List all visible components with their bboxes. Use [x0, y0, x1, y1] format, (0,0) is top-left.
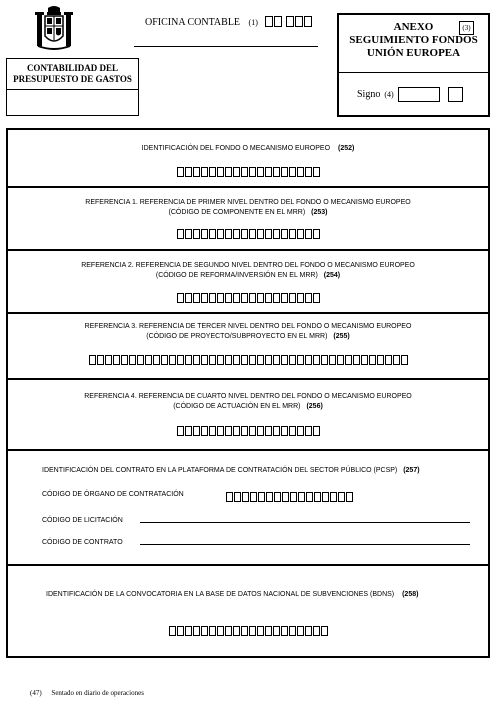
licitacion-label: CÓDIGO DE LICITACIÓN [42, 517, 123, 524]
code-char-box[interactable] [185, 167, 192, 177]
code-char-box[interactable] [217, 626, 224, 636]
code-char-box[interactable] [313, 355, 320, 365]
section-ref1 [8, 188, 488, 251]
code-char-box[interactable] [209, 229, 216, 239]
code-char-box[interactable] [337, 355, 344, 365]
signo-checkbox[interactable] [448, 87, 463, 102]
code-char-box[interactable] [209, 426, 216, 436]
code-char-box[interactable] [241, 167, 248, 177]
code-char-box[interactable] [233, 293, 240, 303]
code-char-box[interactable] [282, 492, 289, 502]
code-char-box[interactable] [145, 355, 152, 365]
code-char-box[interactable] [234, 492, 241, 502]
signo-row [357, 87, 463, 102]
code-char-box[interactable] [298, 492, 305, 502]
section-ref2-boxes[interactable] [8, 290, 488, 308]
code-char-box[interactable] [281, 426, 288, 436]
signo-field[interactable] [398, 87, 440, 102]
code-char-box[interactable] [273, 355, 280, 365]
code-char-box[interactable] [177, 426, 184, 436]
code-char-box[interactable] [297, 355, 304, 365]
code-char-box[interactable] [313, 229, 320, 239]
code-char-box[interactable] [177, 229, 184, 239]
code-char-box[interactable] [313, 167, 320, 177]
contabilidad-title: CONTABILIDAD DEL PRESUPUESTO DE GASTOS [13, 63, 132, 84]
anexo-box [337, 13, 490, 117]
code-char-box[interactable] [250, 492, 257, 502]
code-char-box[interactable] [289, 293, 296, 303]
code-char-box[interactable] [314, 492, 321, 502]
code-char-box[interactable] [185, 626, 192, 636]
code-char-box[interactable] [305, 293, 312, 303]
organo-boxes[interactable] [226, 489, 353, 507]
code-char-box[interactable] [257, 229, 264, 239]
contabilidad-divider [7, 89, 138, 90]
code-char-box[interactable] [217, 355, 224, 365]
code-char-box[interactable] [233, 229, 240, 239]
code-char-box[interactable] [169, 355, 176, 365]
code-char-box[interactable] [209, 293, 216, 303]
code-char-box[interactable] [249, 426, 256, 436]
section-ref1-boxes[interactable] [8, 226, 488, 244]
code-char-box[interactable] [257, 426, 264, 436]
code-char-box[interactable] [305, 426, 312, 436]
code-char-box[interactable] [201, 355, 208, 365]
oficina-contable-label: OFICINA CONTABLE (1) [145, 17, 258, 28]
code-char-box[interactable] [241, 626, 248, 636]
code-char-box[interactable] [177, 355, 184, 365]
code-char-box[interactable] [169, 626, 176, 636]
main-form [6, 128, 490, 658]
coat-of-arms-logo [34, 4, 74, 54]
convocatoria-boxes[interactable] [8, 623, 488, 641]
code-char-box[interactable] [233, 426, 240, 436]
code-char-box[interactable] [193, 167, 200, 177]
contrato-label: IDENTIFICACIÓN DEL CONTRATO EN LA PLATAFORMA DE CONTRATACIÓN DEL SECTOR PÚBLICO (PCSP) (257) [42, 467, 420, 474]
code-char-box[interactable] [242, 492, 249, 502]
code-char-box[interactable] [265, 355, 272, 365]
code-char-box[interactable] [290, 492, 297, 502]
code-char-box[interactable] [353, 355, 360, 365]
code-char-box[interactable] [217, 229, 224, 239]
code-char-box[interactable] [193, 626, 200, 636]
code-char-box[interactable] [393, 355, 400, 365]
code-char-box[interactable] [258, 492, 265, 502]
code-char-box[interactable] [305, 229, 312, 239]
code-char-box[interactable] [225, 293, 232, 303]
code-char-box[interactable] [330, 492, 337, 502]
contrato-code-label: CÓDIGO DE CONTRATO [42, 539, 123, 546]
code-char-box[interactable] [265, 167, 272, 177]
code-char-box[interactable] [289, 229, 296, 239]
oficina-underline [134, 46, 318, 47]
code-char-box[interactable] [113, 355, 120, 365]
code-char-box[interactable] [201, 167, 208, 177]
code-char-box[interactable] [289, 426, 296, 436]
code-char-box[interactable] [305, 626, 312, 636]
oficina-contable-boxes[interactable] [265, 16, 312, 27]
code-char-box[interactable] [241, 229, 248, 239]
code-char-box[interactable] [249, 626, 256, 636]
code-char-box[interactable] [209, 167, 216, 177]
code-char-box[interactable] [377, 355, 384, 365]
code-char-box[interactable] [281, 355, 288, 365]
code-char-box[interactable] [193, 293, 200, 303]
code-char-box[interactable] [241, 355, 248, 365]
code-char-box[interactable] [273, 293, 280, 303]
code-char-box[interactable] [225, 426, 232, 436]
code-char-box[interactable] [345, 355, 352, 365]
code-char-box[interactable] [185, 426, 192, 436]
code-char-box[interactable] [201, 426, 208, 436]
code-char-box[interactable] [249, 229, 256, 239]
code-char-box[interactable] [89, 355, 96, 365]
section-ref3 [8, 314, 488, 380]
code-char-box[interactable] [161, 355, 168, 365]
code-char-box[interactable] [385, 355, 392, 365]
section-ref1-label: REFERENCIA 1. REFERENCIA DE PRIMER NIVEL DENTRO DEL FONDO O MECANISMO EUROPEO (CÓDIGO DE COMPONENTE EN EL MRR) (253) [85, 199, 411, 216]
code-char-box[interactable] [313, 626, 320, 636]
anexo-title: ANEXO SEGUIMIENTO FONDOS UNIÓN EUROPEA [349, 21, 478, 59]
code-char-box[interactable] [153, 355, 160, 365]
code-char-box[interactable] [321, 626, 328, 636]
code-char-box[interactable] [201, 626, 208, 636]
code-char-box[interactable] [265, 229, 272, 239]
section-fondo [8, 130, 488, 188]
anexo-ref: (3) [459, 21, 474, 35]
code-char-box[interactable] [129, 355, 136, 365]
code-char-box[interactable] [281, 229, 288, 239]
code-char-box[interactable] [273, 229, 280, 239]
code-char-box[interactable] [274, 492, 281, 502]
code-char-box[interactable] [137, 355, 144, 365]
code-char-box[interactable] [217, 167, 224, 177]
code-char-box[interactable] [209, 355, 216, 365]
code-char-box[interactable] [105, 355, 112, 365]
code-char-box[interactable] [177, 167, 184, 177]
code-char-box[interactable] [273, 167, 280, 177]
section-fondo-boxes[interactable] [8, 164, 488, 182]
code-char-box[interactable] [273, 426, 280, 436]
code-char-box[interactable] [177, 293, 184, 303]
code-char-box[interactable] [193, 229, 200, 239]
section-convocatoria [8, 566, 488, 656]
code-char-box[interactable] [321, 355, 328, 365]
code-char-box[interactable] [289, 167, 296, 177]
code-char-box[interactable] [322, 492, 329, 502]
signo-ref: (4) [384, 90, 394, 99]
signo-label: Signo [357, 89, 381, 100]
code-char-box[interactable] [265, 426, 272, 436]
code-char-box[interactable] [313, 293, 320, 303]
code-char-box[interactable] [185, 229, 192, 239]
code-char-box[interactable] [305, 355, 312, 365]
section-ref4-boxes[interactable] [8, 423, 488, 441]
code-char-box[interactable] [297, 167, 304, 177]
code-char-box[interactable] [249, 355, 256, 365]
code-char-box[interactable] [273, 626, 280, 636]
section-contrato [8, 451, 488, 566]
code-char-box[interactable] [281, 293, 288, 303]
code-char-box[interactable] [305, 167, 312, 177]
code-char-box[interactable] [225, 355, 232, 365]
convocatoria-label: IDENTIFICACIÓN DE LA CONVOCATORIA EN LA BASE DE DATOS NACIONAL DE SUBVENCIONES (BDNS) (258) [46, 591, 419, 598]
code-char-box[interactable] [289, 355, 296, 365]
code-char-box[interactable] [257, 355, 264, 365]
code-char-box[interactable] [233, 167, 240, 177]
code-char-box[interactable] [297, 229, 304, 239]
code-char-box[interactable] [361, 355, 368, 365]
footer-note: (47) Sentado en diario de operaciones [30, 689, 144, 697]
code-char-box[interactable] [209, 626, 216, 636]
code-char-box[interactable] [297, 293, 304, 303]
code-char-box[interactable] [289, 626, 296, 636]
code-char-box[interactable] [313, 426, 320, 436]
code-char-box[interactable] [226, 492, 233, 502]
section-fondo-label: IDENTIFICACIÓN DEL FONDO O MECANISMO EUROPEO (252) [141, 145, 355, 152]
code-char-box[interactable] [297, 426, 304, 436]
section-ref3-boxes[interactable] [8, 352, 488, 370]
code-char-box[interactable] [201, 293, 208, 303]
code-char-box[interactable] [266, 492, 273, 502]
code-char-box[interactable] [225, 626, 232, 636]
code-char-box[interactable] [281, 167, 288, 177]
code-char-box[interactable] [369, 355, 376, 365]
code-char-box[interactable] [217, 426, 224, 436]
code-char-box[interactable] [177, 626, 184, 636]
section-ref4 [8, 380, 488, 451]
code-char-box[interactable] [225, 167, 232, 177]
code-char-box[interactable] [217, 293, 224, 303]
anexo-divider [339, 72, 488, 73]
code-char-box[interactable] [193, 355, 200, 365]
code-char-box[interactable] [233, 626, 240, 636]
section-ref2-label: REFERENCIA 2. REFERENCIA DE SEGUNDO NIVEL DENTRO DEL FONDO O MECANISMO EUROPEO (CÓDIGO DE REFORMA/INVERSIÓN EN EL MRR) (254) [81, 262, 415, 279]
licitacion-field[interactable] [140, 522, 470, 523]
contabilidad-box [6, 58, 139, 116]
section-ref4-label: REFERENCIA 4. REFERENCIA DE CUARTO NIVEL DENTRO DEL FONDO O MECANISMO EUROPEO (CÓDIGO DE ACTUACIÓN EN EL MRR) (256) [84, 393, 412, 410]
code-char-box[interactable] [185, 355, 192, 365]
code-char-box[interactable] [257, 167, 264, 177]
code-char-box[interactable] [97, 355, 104, 365]
code-char-box[interactable] [346, 492, 353, 502]
section-ref3-label: REFERENCIA 3. REFERENCIA DE TERCER NIVEL DENTRO DEL FONDO O MECANISMO EUROPEO (CÓDIGO DE PROYECTO/SUBPROYECTO EN EL MRR) (255) [84, 323, 412, 340]
contrato-field[interactable] [140, 544, 470, 545]
code-char-box[interactable] [225, 229, 232, 239]
code-char-box[interactable] [338, 492, 345, 502]
code-char-box[interactable] [121, 355, 128, 365]
code-char-box[interactable] [297, 626, 304, 636]
organo-label: CÓDIGO DE ÓRGANO DE CONTRATACIÓN [42, 491, 184, 498]
code-char-box[interactable] [306, 492, 313, 502]
code-char-box[interactable] [281, 626, 288, 636]
code-char-box[interactable] [185, 293, 192, 303]
code-char-box[interactable] [257, 293, 264, 303]
code-char-box[interactable] [249, 167, 256, 177]
code-char-box[interactable] [265, 293, 272, 303]
code-char-box[interactable] [233, 355, 240, 365]
code-char-box[interactable] [265, 626, 272, 636]
code-char-box[interactable] [193, 426, 200, 436]
code-char-box[interactable] [241, 293, 248, 303]
section-ref2 [8, 251, 488, 314]
code-char-box[interactable] [401, 355, 408, 365]
code-char-box[interactable] [257, 626, 264, 636]
code-char-box[interactable] [329, 355, 336, 365]
code-char-box[interactable] [241, 426, 248, 436]
code-char-box[interactable] [249, 293, 256, 303]
code-char-box[interactable] [201, 229, 208, 239]
